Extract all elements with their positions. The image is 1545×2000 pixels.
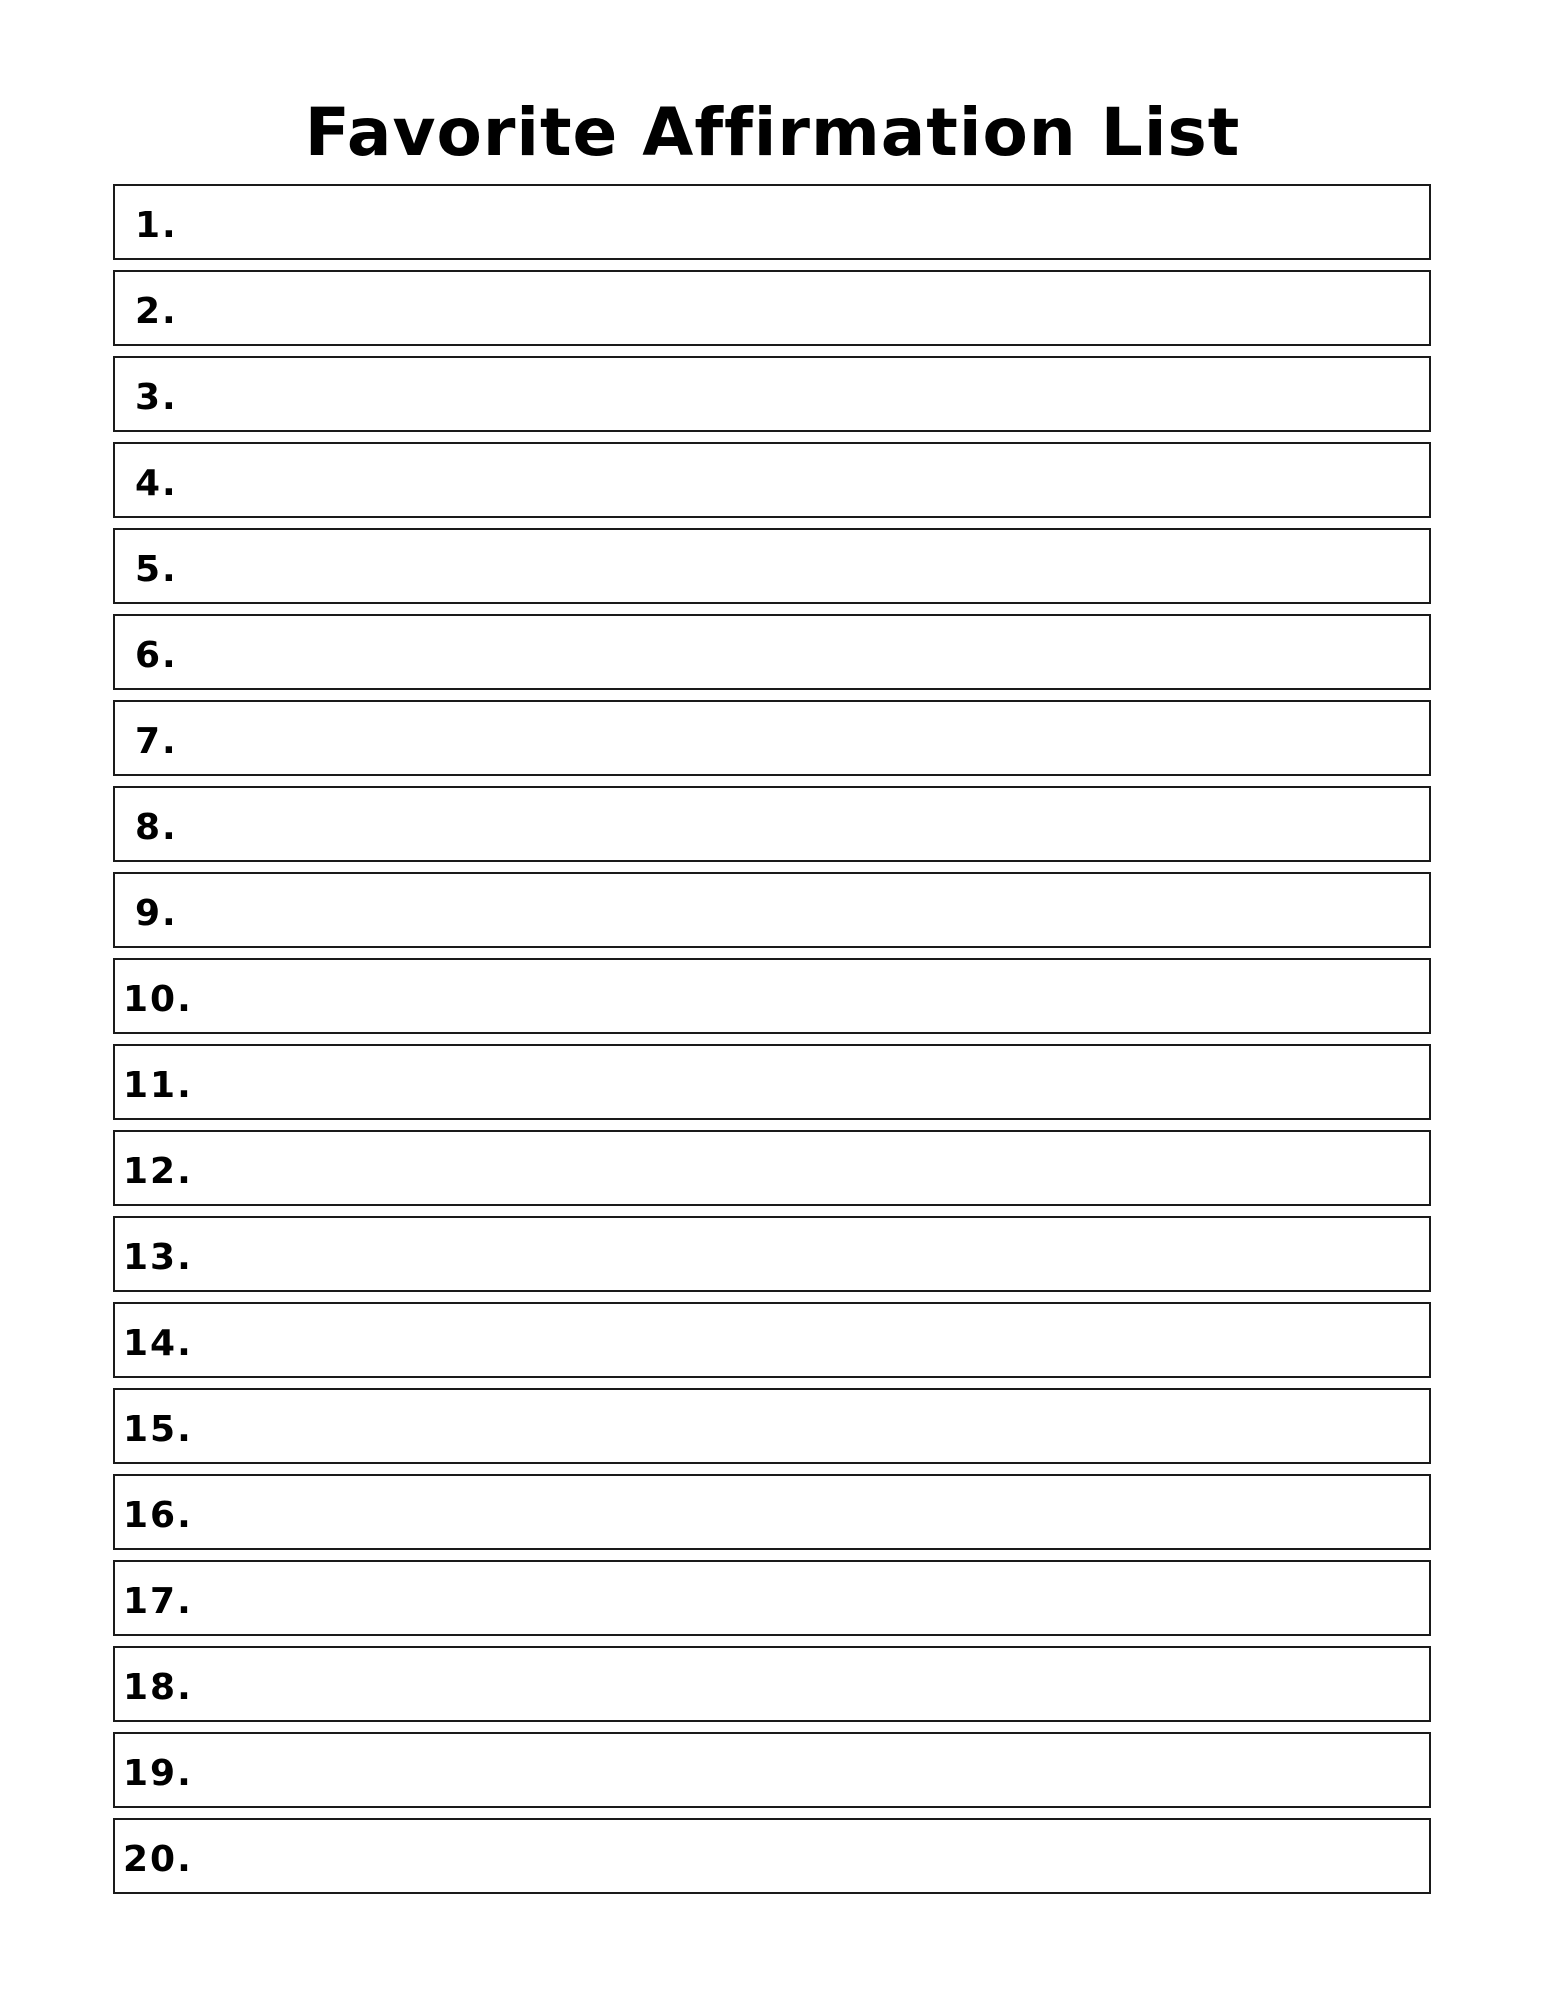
affirmation-entry-12[interactable] — [113, 1130, 1431, 1206]
entry-number: 16. — [123, 1495, 193, 1536]
entry-number: 8. — [135, 807, 178, 848]
affirmation-entry-1[interactable] — [113, 184, 1431, 260]
affirmation-entry-8[interactable] — [113, 786, 1431, 862]
affirmation-entry-18[interactable] — [113, 1646, 1431, 1722]
entry-number: 18. — [123, 1667, 193, 1708]
entry-number: 19. — [123, 1753, 193, 1794]
affirmation-entry-17[interactable] — [113, 1560, 1431, 1636]
affirmation-entry-16[interactable] — [113, 1474, 1431, 1550]
affirmation-list — [113, 184, 1431, 1904]
affirmation-entry-4[interactable] — [113, 442, 1431, 518]
affirmation-entry-14[interactable] — [113, 1302, 1431, 1378]
entry-number: 7. — [135, 721, 178, 762]
affirmation-entry-7[interactable] — [113, 700, 1431, 776]
affirmation-entry-6[interactable] — [113, 614, 1431, 690]
affirmation-entry-10[interactable] — [113, 958, 1431, 1034]
entry-number: 20. — [123, 1839, 193, 1880]
entry-number: 3. — [135, 377, 178, 418]
entry-number: 6. — [135, 635, 178, 676]
affirmation-entry-15[interactable] — [113, 1388, 1431, 1464]
entry-number: 9. — [135, 893, 178, 934]
entry-number: 5. — [135, 549, 178, 590]
affirmation-entry-3[interactable] — [113, 356, 1431, 432]
affirmation-entry-5[interactable] — [113, 528, 1431, 604]
entry-number: 14. — [123, 1323, 193, 1364]
affirmation-entry-13[interactable] — [113, 1216, 1431, 1292]
affirmation-entry-9[interactable] — [113, 872, 1431, 948]
entry-number: 2. — [135, 291, 178, 332]
entry-number: 4. — [135, 463, 178, 504]
affirmation-entry-20[interactable] — [113, 1818, 1431, 1894]
entry-number: 17. — [123, 1581, 193, 1622]
page-title: Favorite Affirmation List — [304, 94, 1241, 171]
entry-number: 1. — [135, 205, 178, 246]
affirmation-entry-2[interactable] — [113, 270, 1431, 346]
entry-number: 11. — [123, 1065, 193, 1106]
affirmation-entry-11[interactable] — [113, 1044, 1431, 1120]
entry-number: 15. — [123, 1409, 193, 1450]
entry-number: 13. — [123, 1237, 193, 1278]
entry-number: 12. — [123, 1151, 193, 1192]
affirmation-entry-19[interactable] — [113, 1732, 1431, 1808]
entry-number: 10. — [123, 979, 193, 1020]
